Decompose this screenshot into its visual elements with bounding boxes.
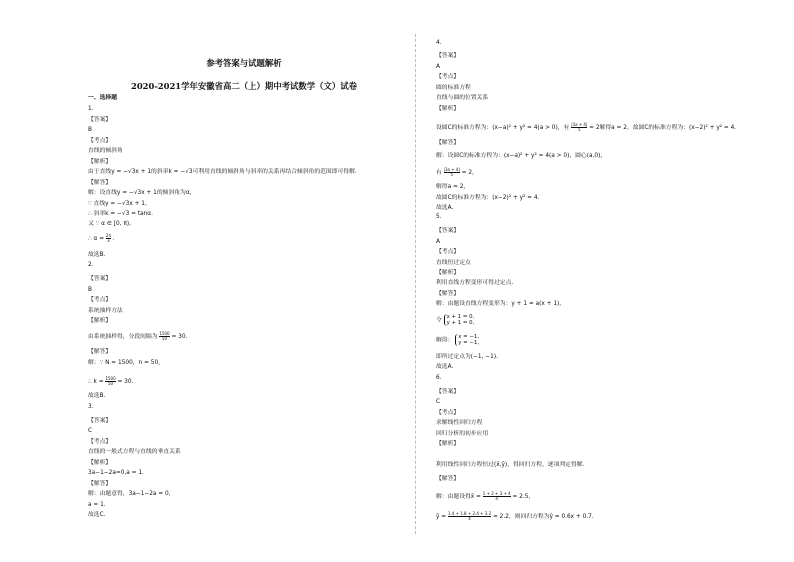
fraction: $\frac{1.4 + 1.8 + 2.4 + 3.2}{4}$ [447,511,492,521]
q5-knowledge: 直线恒过定点 [436,260,471,266]
q4-analysis: 设圆C的标准方程为：(x−a)² + y² = 4(a > 0)，有 $\frac{|3a + 4|}{5}$ = 2解得a = 2，故圆C的标准方程为：(x−2)² + y² = 4. [436,122,737,132]
q2-answer-heading: 【答案】 [88,276,112,282]
fraction: $\frac{1 + 2 + 3 + 4}{4}$ [482,491,511,501]
q1-conclusion: 故选B. [88,252,106,258]
q5-step-1: 解：由题设直线方程变形为：y + 1 = a(x + 1)， [436,301,566,307]
fraction: $\frac{2\pi}{3}$ [105,233,111,243]
q4-knowledge-1: 圆的标准方程 [436,85,471,91]
q3-conclusion: 故选C. [88,512,106,518]
q3-answer: C [88,428,93,434]
q4-knowledge-2: 直线与圆的位置关系 [436,95,489,101]
fraction: $\frac{|3a + 4|}{5}$ [571,122,588,132]
q2-solution-heading: 【解答】 [88,349,112,355]
q1-step-5: ∴ α = $\frac{2\pi}{3}$ . [88,233,115,243]
q4-knowledge-heading: 【考点】 [436,74,460,80]
q2-knowledge-heading: 【考点】 [88,297,112,303]
q5-step-3: 解得： x = −1, y = −1, [436,334,480,346]
q6-knowledge-2: 回归分析的初步应用 [436,431,489,437]
q6-step-1: 解：由题设得x̄ = $\frac{1 + 2 + 3 + 4}{4}$ = 2.5， [436,491,535,501]
q3-number: 3. [88,404,94,410]
q3-analysis: 3a−1−2a=0,a = 1. [88,470,144,476]
q6-analysis-heading: 【解析】 [436,441,460,447]
q5-answer-heading: 【答案】 [436,228,460,234]
q1-analysis-heading: 【解析】 [88,159,112,165]
exam-title: 2020-2021学年安徽省高二（上）期中考试数学（文）试卷 [131,81,357,91]
q3-knowledge-heading: 【考点】 [88,439,112,445]
q5-knowledge-heading: 【考点】 [436,249,460,255]
q5-step-2: 令 x + 1 = 0, y + 1 = 0, [436,314,475,326]
q4-solution-heading: 【解答】 [436,140,460,146]
q4-number: 4. [436,40,442,46]
q2-step-1: 解：∵ N = 1500，n = 50， [88,360,164,366]
q4-step-2: 有 $\frac{|3a + 4|}{5}$ = 2， [436,167,478,177]
q1-answer: B [88,127,92,133]
fraction: $\frac{1500}{50}$ [105,376,116,386]
q2-step-2: ∴ k = $\frac{1500}{50}$ = 30. [88,376,134,386]
q1-step-4: 又 ∵ α ∈ [0, π)， [88,221,135,227]
fraction: $\frac{1500}{50}$ [159,331,170,341]
q4-step-1: 解：设圆C的标准方程为：(x−a)² + y² = 4(a > 0)，圆心(a,0)， [436,153,607,159]
q5-step-4: 即所过定点为(−1, −1). [436,354,498,360]
q2-number: 2. [88,262,94,268]
q1-answer-heading: 【答案】 [88,117,112,123]
q6-knowledge-heading: 【考点】 [436,410,460,416]
q6-knowledge-1: 求解线性回归方程 [436,420,483,426]
q6-step-2: ȳ = $\frac{1.4 + 1.8 + 2.4 + 3.2}{4}$ = 2.2，则回归方程为ŷ = 0.6x + 0.7. [436,511,594,521]
q2-knowledge: 系统抽样方法 [88,308,123,314]
q2-analysis-heading: 【解析】 [88,318,112,324]
q5-analysis: 利用直线方程变形可得过定点. [436,280,514,286]
q4-step-4: 故圆C的标准方程为：(x−2)² + y² = 4. [436,195,540,201]
q6-analysis: 利用线性回归方程恒过(x̄,ȳ)，得回归方程，逐项判定得解. [436,462,585,468]
q5-number: 5. [436,214,442,220]
q1-step-2: ∵ 直线y = −√3x + 1， [88,201,151,207]
q5-conclusion: 故选A. [436,364,454,370]
q3-step-2: a = 1. [88,502,106,508]
q4-conclusion: 故选A. [436,205,454,211]
equation-system: x = −1, y = −1, [455,334,479,346]
q3-analysis-heading: 【解析】 [88,460,112,466]
q1-analysis: 由于直线y = −√3x + 1的斜率k = −√3可利用直线的倾斜角与斜率的关系再结合倾斜角的范围即可得解. [88,169,357,175]
q4-step-3: 解得a = 2， [436,184,470,190]
q1-knowledge-heading: 【考点】 [88,138,112,144]
q5-answer: A [436,239,440,245]
q6-answer: C [436,399,441,405]
q3-step-1: 解：由题意得，3a−1−2a = 0， [88,491,175,497]
q6-solution-heading: 【解答】 [436,476,460,482]
q1-step-3: ∴ 斜率k = −√3 = tanα. [88,211,153,217]
q5-analysis-heading: 【解析】 [436,270,460,276]
q3-solution-heading: 【解答】 [88,481,112,487]
q2-conclusion: 故选B. [88,393,106,399]
section-heading: 一、选择题 [88,95,117,101]
q2-analysis: 由系统抽样得，分段间隔为 $\frac{1500}{50}$ = 30. [88,331,188,341]
q1-solution-heading: 【解答】 [88,180,112,186]
equation-system: x + 1 = 0, y + 1 = 0, [444,314,475,326]
q4-answer-heading: 【答案】 [436,53,460,59]
q3-answer-heading: 【答案】 [88,418,112,424]
fraction: $\frac{|3a + 4|}{5}$ [443,167,460,177]
q4-answer: A [436,64,440,70]
column-divider [415,34,416,534]
q2-answer: B [88,287,92,293]
q5-solution-heading: 【解答】 [436,291,460,297]
q4-analysis-heading: 【解析】 [436,106,460,112]
q1-step-1: 解：设直线y = −√3x + 1的倾斜角为α， [88,190,196,196]
q6-number: 6. [436,375,442,381]
q1-knowledge: 直线的倾斜角 [88,148,123,154]
q3-knowledge: 直线的一般式方程与直线的垂直关系 [88,449,181,455]
page-title: 参考答案与试题解析 [206,58,282,68]
q6-answer-heading: 【答案】 [436,389,460,395]
q1-number: 1. [88,106,94,112]
